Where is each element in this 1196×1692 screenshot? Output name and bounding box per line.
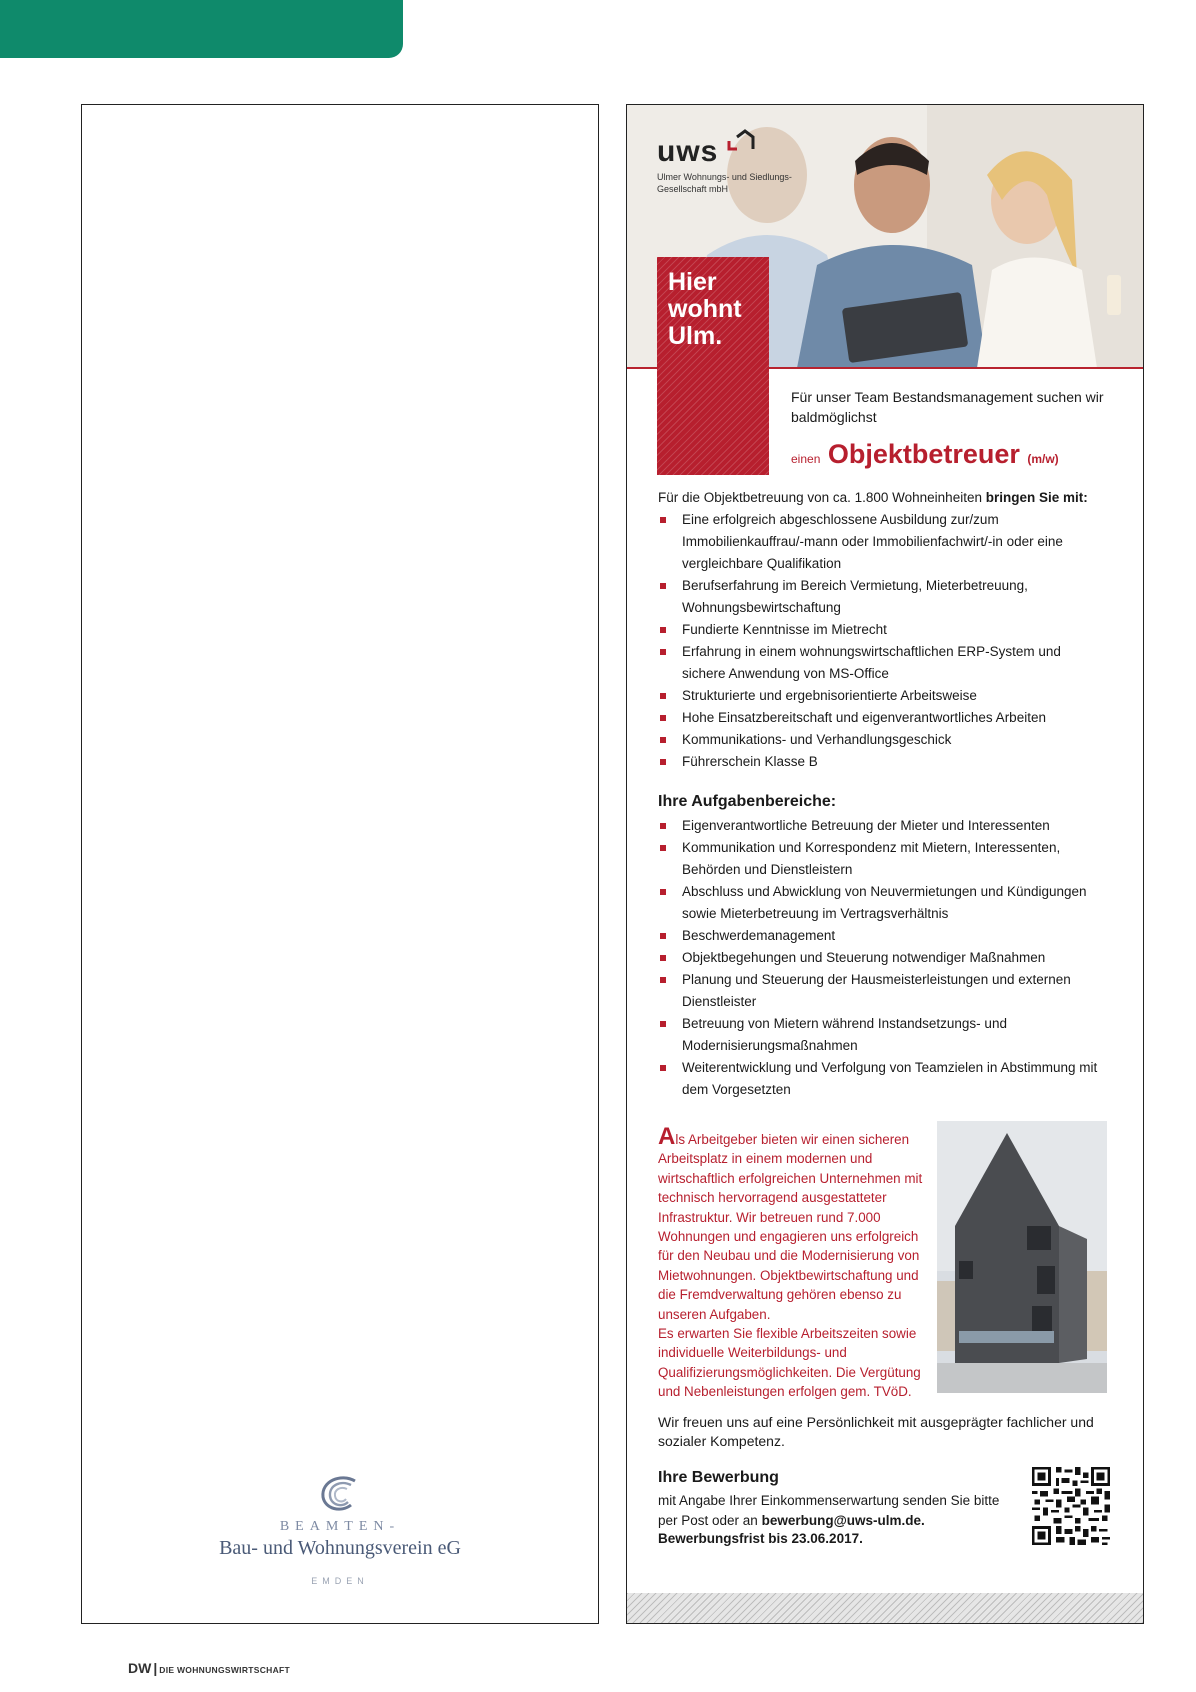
list-item: Fundierte Kenntnisse im Mietrecht — [658, 619, 1108, 641]
footer-magazine: DIE WOHNUNGSWIRTSCHAFT — [159, 1665, 291, 1675]
org-line-1: BEAMTEN- — [279, 1519, 401, 1534]
apply-text-body: mit Angabe Ihrer Einkommenserwartung senden Sie bitte per Post oder an — [658, 1493, 1000, 1528]
list-item: Führerschein Klasse B — [658, 751, 1108, 773]
list-item: Erfahrung in einem wohnungswirtschaftlichen ERP-System und sichere Anwendung von MS-Office — [658, 641, 1108, 685]
qr-code-icon[interactable] — [1032, 1467, 1110, 1545]
position-title — [791, 439, 1059, 470]
tasks-list — [658, 815, 1108, 1101]
left-advertisement — [81, 104, 599, 1624]
employer-text — [658, 1123, 933, 1402]
page-footer — [128, 1660, 290, 1676]
closing-text: Wir freuen uns auf eine Persönlichkeit mit ausgeprägter fachlicher und sozialer Kompetenz. — [658, 1414, 1094, 1449]
list-item: Planung und Steuerung der Hausmeisterleistungen und externen Dienstleister — [658, 969, 1108, 1013]
footer-separator: | — [153, 1660, 158, 1676]
apply-email-link[interactable]: bewerbung@uws-ulm.de. — [761, 1513, 925, 1528]
requirements-list — [658, 509, 1108, 773]
list-item: Objektbegehungen und Steuerung notwendiger Maßnahmen — [658, 947, 1108, 969]
bwv-swirl-icon — [315, 1475, 365, 1515]
list-item: Weiterentwicklung und Verfolgung von Teamzielen in Abstimmung mit dem Vorgesetzten — [658, 1057, 1108, 1101]
position-prefix: einen — [791, 452, 821, 466]
bwv-logo — [82, 1475, 598, 1586]
list-item: Berufserfahrung im Bereich Vermietung, Mieterbetreuung, Wohnungsbewirtschaftung — [658, 575, 1108, 619]
job-advertisement — [626, 104, 1144, 1624]
apply-heading: Ihre Bewerbung — [658, 1469, 779, 1486]
employer-paragraph-2: Es erwarten Sie flexible Arbeitszeiten sowie individuelle Weiterbildungs- und Qualifizierungsmöglichkeiten. Die Vergütung und Nebenleistungen erfolgen gem. TVöD. — [658, 1326, 921, 1400]
requirements-section — [658, 487, 1108, 773]
list-item: Eine erfolgreich abgeschlossene Ausbildung zur/zum Immobilienkauffrau/-mann oder Immobilienfachwirt/-in oder eine vergleichbare Qualifikation — [658, 509, 1108, 575]
header-tab — [0, 0, 403, 58]
list-item: Betreuung von Mietern während Instandsetzungs- und Modernisierungsmaßnahmen — [658, 1013, 1108, 1057]
employer-paragraph: ls Arbeitgeber bieten wir einen sicheren Arbeitsplatz in einem modernen und wirtschaftlich erfolgreichen Unternehmen mit technisch hervorragend ausgestatteter Infrastruktur. Wir betreuen rund 7.000 Wohnungen und engagieren uns erfolgreich für den Neubau und die Modernisierung von Mietwohnungen. Objektbewirtschaftung und die Fremdverwaltung gehören ebenso zu unseren Aufgaben. — [658, 1132, 923, 1322]
apply-text — [658, 1491, 1008, 1531]
requirements-intro-bold: bringen Sie mit: — [985, 490, 1088, 505]
footer-brand: DW — [128, 1660, 152, 1676]
requirements-intro — [658, 487, 1108, 509]
roof-icon — [727, 129, 755, 151]
uws-wordmark: uws — [657, 135, 719, 168]
tasks-heading: Ihre Aufgabenbereiche: — [658, 793, 837, 810]
deadline-text: Bewerbungsfrist bis 23.06.2017. — [658, 1531, 863, 1546]
bottom-hatch-bar — [627, 1593, 1143, 1624]
position-suffix: (m/w) — [1027, 452, 1059, 466]
slogan-box — [657, 257, 769, 475]
tasks-section — [658, 791, 1108, 1101]
list-item: Kommunikation und Korrespondenz mit Mietern, Interessenten, Behörden und Dienstleistern — [658, 837, 1108, 881]
list-item: Hohe Einsatzbereitschaft und eigenverantwortliches Arbeiten — [658, 707, 1108, 729]
list-item: Eigenverantwortliche Betreuung der Mieter und Interessenten — [658, 815, 1108, 837]
list-item: Strukturierte und ergebnisorientierte Arbeitsweise — [658, 685, 1108, 707]
slogan-text: Hier wohnt Ulm. — [668, 268, 742, 350]
uws-subtitle: Ulmer Wohnungs- und Siedlungs-Gesellschaft mbH — [657, 172, 792, 194]
list-item: Abschluss und Abwicklung von Neuvermietungen und Kündigungen sowie Mieterbetreuung im Vertragsverhältnis — [658, 881, 1108, 925]
list-item: Kommunikations- und Verhandlungsgeschick — [658, 729, 1108, 751]
list-item: Beschwerdemanagement — [658, 925, 1108, 947]
employer-initial: A — [658, 1123, 676, 1150]
org-line-3: EMDEN — [311, 1576, 369, 1586]
org-line-2: Bau- und Wohnungsverein eG — [219, 1537, 461, 1559]
position-name: Objektbetreuer — [827, 439, 1020, 469]
requirements-intro-text: Für die Objektbetreuung von ca. 1.800 Wohneinheiten — [658, 490, 982, 505]
intro-text: Für unser Team Bestandsmanagement suchen wir baldmöglichst — [791, 389, 1104, 425]
building-photo — [937, 1121, 1107, 1393]
uws-logo — [657, 135, 797, 195]
